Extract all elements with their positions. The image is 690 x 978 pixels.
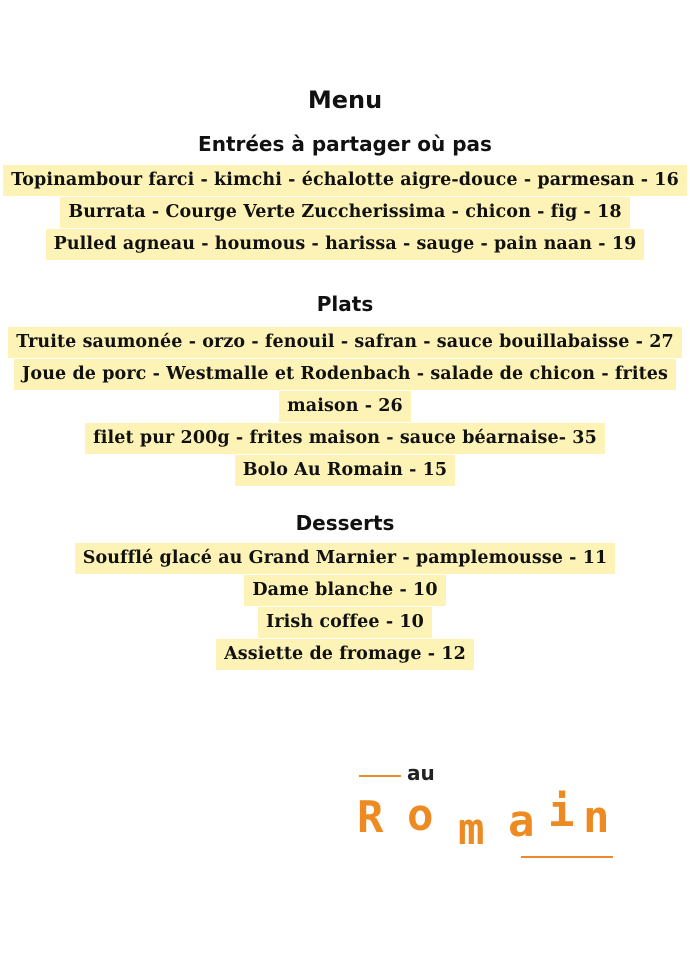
section-title-plats: Plats [316,292,374,316]
menu-item-plat: filet pur 200g - frites maison - sauce béarnaise- 35 [85,423,605,454]
menu-line [0,423,690,454]
menu-line [0,327,690,358]
menu-item-plat: Bolo Au Romain - 15 [235,455,455,486]
menu-item-dessert: Dame blanche - 10 [244,575,445,606]
menu-line [0,165,690,196]
menu-item-entree: Topinambour farci - kimchi - échalotte aigre-douce - parmesan - 16 [3,165,687,196]
menu-line [0,455,690,486]
menu-line [0,607,690,638]
menu-line [0,229,690,260]
logo-rule-top [359,775,401,777]
menu-line [0,543,690,574]
menu-item-entree: Pulled agneau - houmous - harissa - sauge - pain naan - 19 [46,229,645,260]
menu-item-dessert: Irish coffee - 10 [258,607,432,638]
menu-item-plat: Joue de porc - Westmalle et Rodenbach - salade de chicon - frites [14,359,676,390]
menu-line [0,391,690,422]
menu-item-plat: Truite saumonée - orzo - fenouil - safran - sauce bouillabaisse - 27 [8,327,682,358]
logo-letter: a [508,796,535,847]
section-title-entrees: Entrées à partager où pas [198,132,492,156]
menu-title: Menu [307,86,383,114]
menu-item-dessert: Soufflé glacé au Grand Marnier - pamplemousse - 11 [75,543,616,574]
menu-item-plat: maison - 26 [279,391,411,422]
menu-line [0,359,690,390]
section-title-desserts: Desserts [295,511,395,535]
logo-letter: n [583,792,610,843]
logo-letter: i [548,786,575,837]
menu-item-dessert: Assiette de fromage - 12 [216,639,474,670]
restaurant-logo [355,760,615,870]
menu-line [0,575,690,606]
logo-letter: o [407,790,434,841]
menu-item-entree: Burrata - Courge Verte Zuccherissima - chicon - fig - 18 [60,197,629,228]
logo-small-text: au [407,761,435,785]
menu-line [0,639,690,670]
logo-rule-bottom [521,856,613,858]
menu-line [0,197,690,228]
logo-letter: R [357,792,384,843]
logo-letter: m [458,804,485,855]
